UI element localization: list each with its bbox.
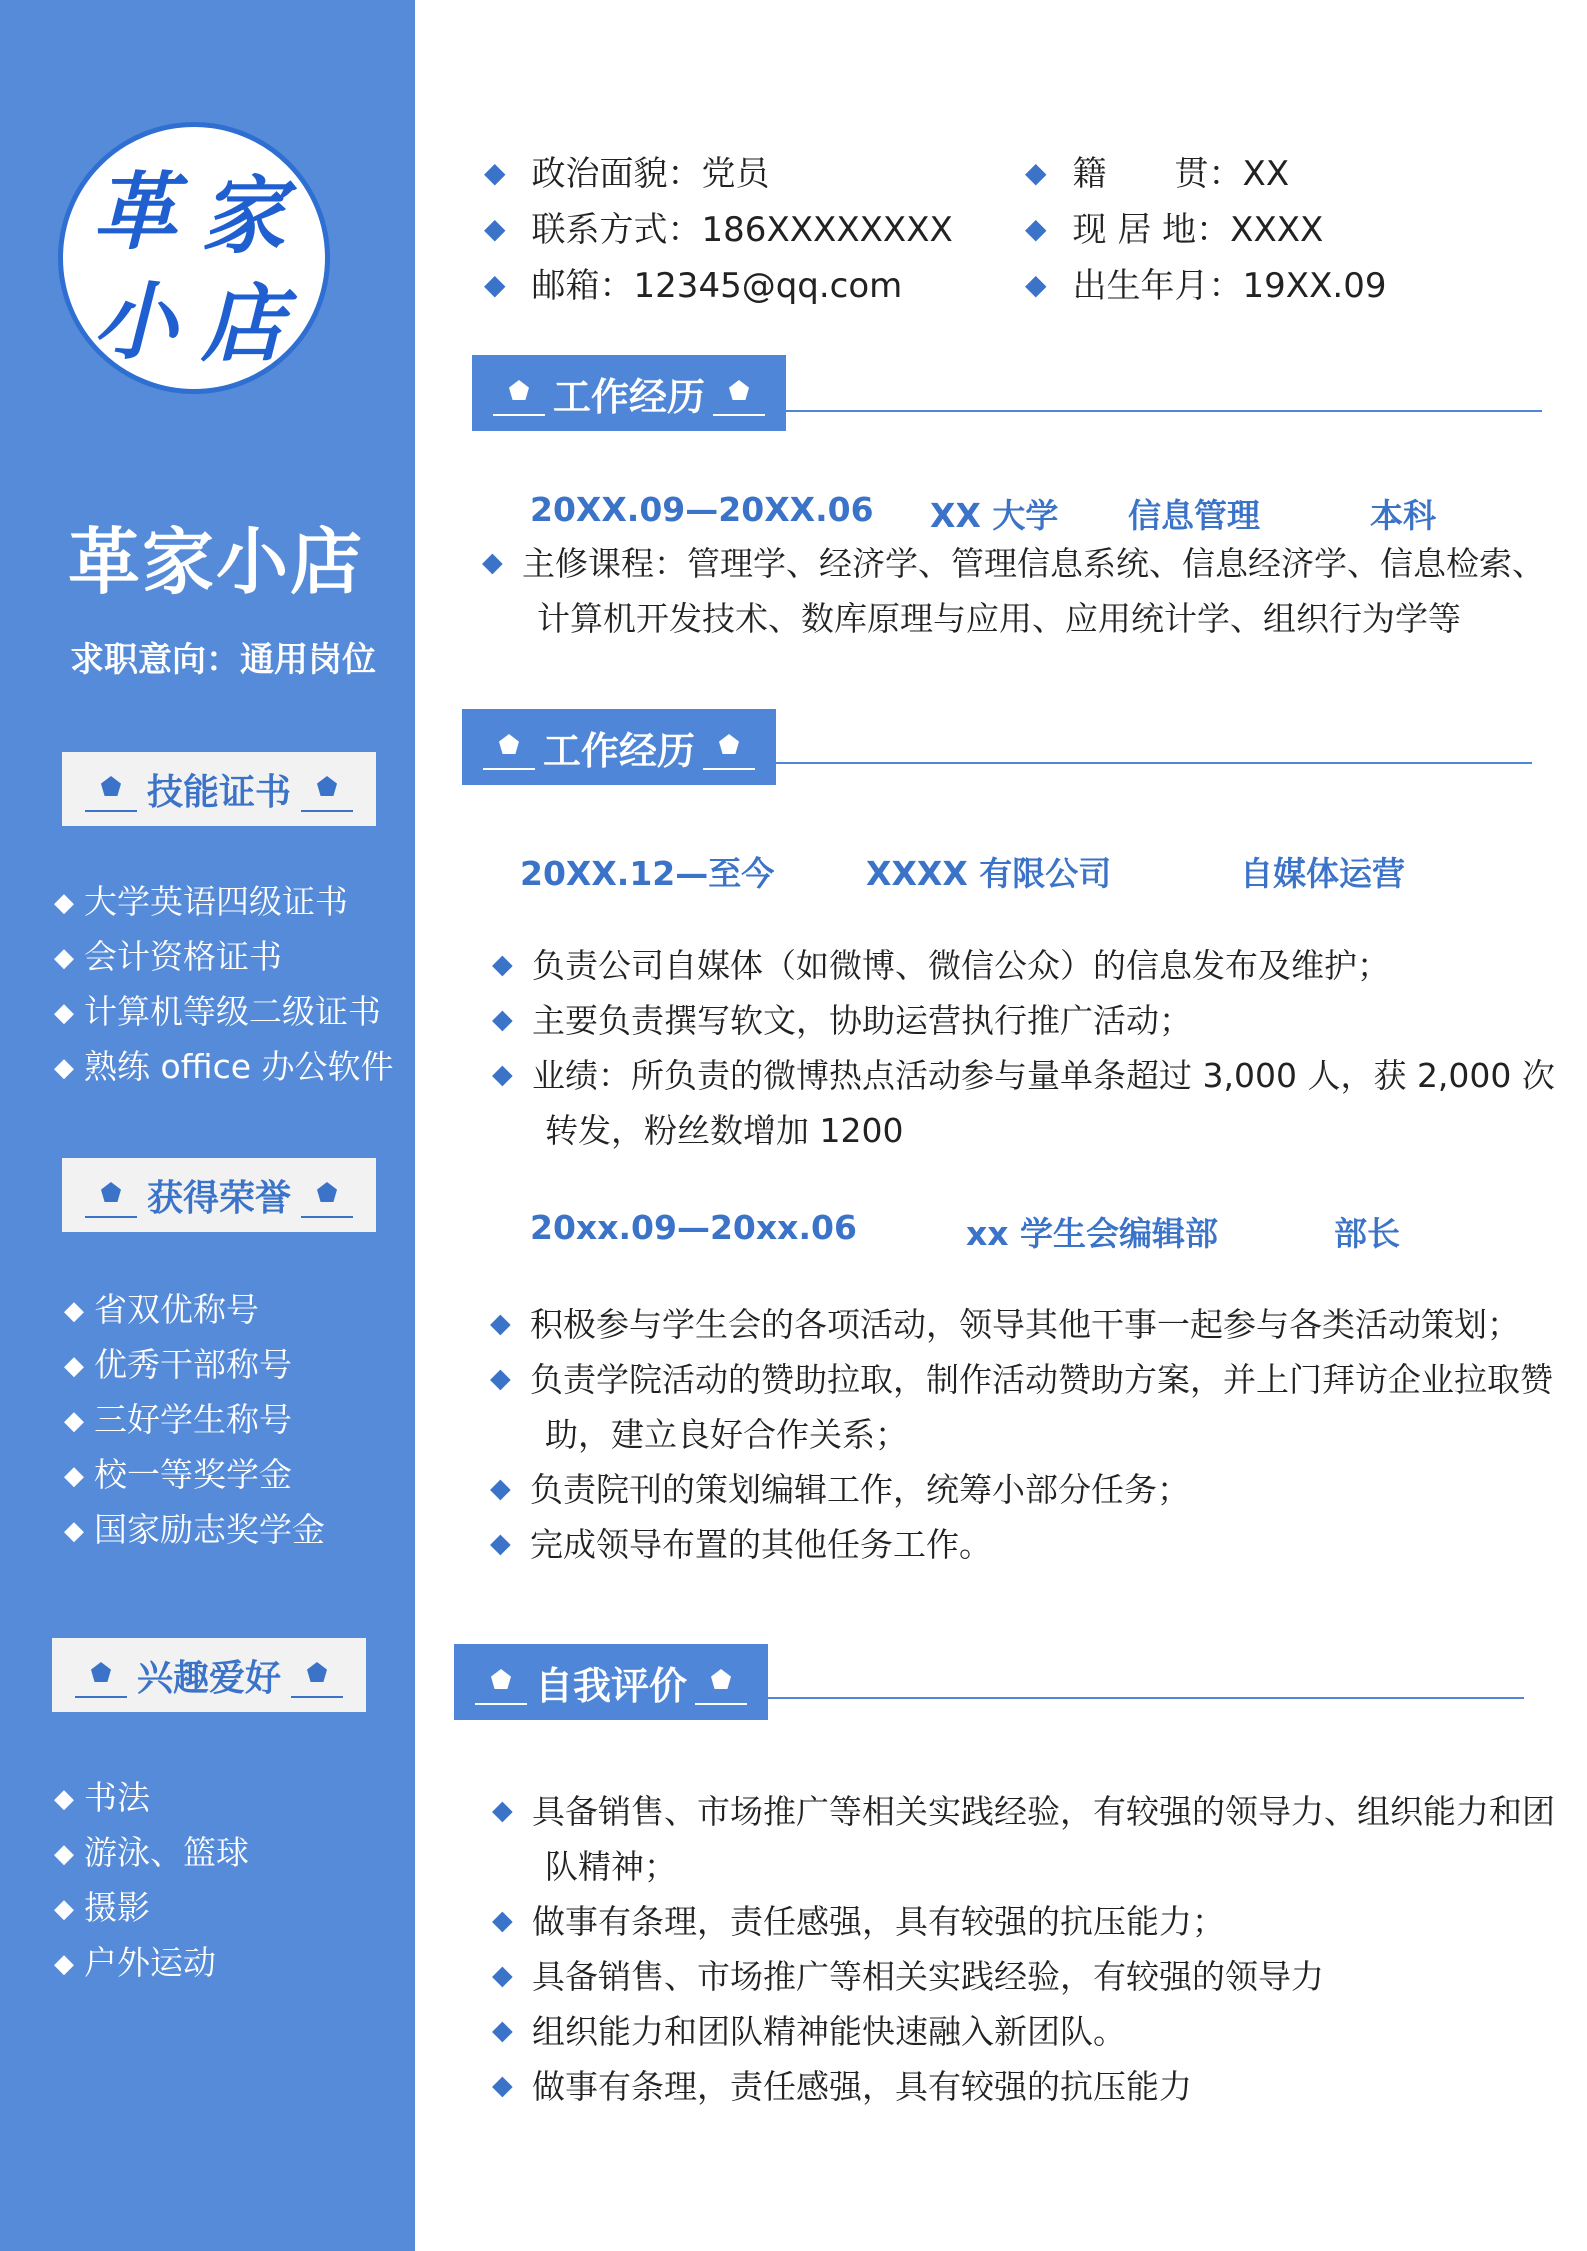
job1-period: 20XX.12—至今 xyxy=(520,854,775,893)
self-eval-item-cont: 队精神； xyxy=(545,1847,677,1886)
pentagon-icon xyxy=(97,776,125,802)
self-eval-title: 自我评价 xyxy=(534,1663,687,1708)
pentagon-icon xyxy=(495,734,523,760)
self-eval-item: ◆ 具备销售、市场推广等相关实践经验，有较强的领导力 xyxy=(492,1949,1324,2004)
info-birth: ◆ 出生年月：19XX.09 xyxy=(1025,258,1386,307)
honors-heading xyxy=(62,1158,376,1232)
sidebar xyxy=(0,0,415,2251)
hobbies-heading xyxy=(52,1638,366,1712)
list-item: ◆ 熟练 office 办公软件 xyxy=(54,1039,394,1094)
job1-duty: ◆ 负责公司自媒体（如微博、微信公众）的信息发布及维护； xyxy=(492,938,1390,993)
list-item: ◆ 计算机等级二级证书 xyxy=(54,984,394,1039)
hobbies-title: 兴趣爱好 xyxy=(136,1657,281,1699)
pentagon-icon xyxy=(487,1669,515,1695)
logo-char: 小 xyxy=(93,272,178,371)
pentagon-icon xyxy=(313,1182,341,1208)
hobbies-list xyxy=(54,1770,249,1990)
education-heading xyxy=(472,355,786,431)
pentagon-icon xyxy=(87,1662,115,1688)
job2-company: xx 学生会编辑部 xyxy=(966,1214,1219,1253)
logo-char: 店 xyxy=(201,274,286,373)
job1-role: 自媒体运营 xyxy=(1240,854,1405,893)
list-item: ◆ 优秀干部称号 xyxy=(64,1337,325,1392)
info-email: ◆ 邮箱：12345@qq.com xyxy=(484,258,902,307)
edu-degree: 本科 xyxy=(1370,496,1436,535)
logo-char: 革 xyxy=(93,162,178,261)
candidate-name: 革家小店 xyxy=(68,520,365,604)
job2-duty: ◆ 完成领导布置的其他任务工作。 xyxy=(490,1517,992,1572)
list-item: ◆ 游泳、篮球 xyxy=(54,1825,249,1880)
job2-duty: ◆ 积极参与学生会的各项活动，领导其他干事一起参与各类活动策划； xyxy=(490,1297,1520,1352)
section-divider xyxy=(768,1697,1524,1699)
job2-role: 部长 xyxy=(1334,1214,1400,1253)
list-item: ◆ 国家励志奖学金 xyxy=(64,1502,325,1557)
section-divider xyxy=(776,762,1532,764)
info-phone: ◆ 联系方式：186XXXXXXXX xyxy=(484,202,953,251)
work-title: 工作经历 xyxy=(542,728,695,773)
list-item: ◆ 摄影 xyxy=(54,1880,249,1935)
education-title: 工作经历 xyxy=(552,374,705,419)
edu-school: XX 大学 xyxy=(930,496,1059,535)
job1-duty-cont: 转发，粉丝数增加 1200 xyxy=(545,1111,904,1150)
job-intent: 求职意向：通用岗位 xyxy=(70,640,376,680)
job2-duty-cont: 助，建立良好合作关系； xyxy=(545,1415,908,1454)
job1-duty: ◆ 业绩：所负责的微博热点活动参与量单条超过 3,000 人，获 2,000 次 xyxy=(492,1048,1555,1103)
list-item: ◆ 三好学生称号 xyxy=(64,1392,325,1447)
list-item: ◆ 省双优称号 xyxy=(64,1282,325,1337)
job1-duty: ◆ 主要负责撰写软文，协助运营执行推广活动； xyxy=(492,993,1192,1048)
pentagon-icon xyxy=(725,380,753,406)
info-origin: ◆ 籍 贯：XX xyxy=(1025,146,1289,195)
edu-major: 信息管理 xyxy=(1128,496,1260,535)
pentagon-icon xyxy=(303,1662,331,1688)
pentagon-icon xyxy=(97,1182,125,1208)
info-politics: ◆ 政治面貌：党员 xyxy=(484,146,770,195)
logo-char: 家 xyxy=(201,166,286,265)
list-item: ◆ 校一等奖学金 xyxy=(64,1447,325,1502)
edu-period: 20XX.09—20XX.06 xyxy=(530,490,874,529)
pentagon-icon xyxy=(715,734,743,760)
section-divider xyxy=(786,410,1542,412)
work-heading xyxy=(462,709,776,785)
job2-period: 20xx.09—20xx.06 xyxy=(530,1208,857,1247)
self-eval-item: ◆ 做事有条理，责任感强，具有较强的抗压能力； xyxy=(492,1894,1225,1949)
pentagon-icon xyxy=(707,1669,735,1695)
self-eval-item: ◆ 组织能力和团队精神能快速融入新团队。 xyxy=(492,2004,1126,2059)
self-eval-item: ◆ 做事有条理，责任感强，具有较强的抗压能力 xyxy=(492,2059,1192,2114)
pentagon-icon xyxy=(505,380,533,406)
job2-duty: ◆ 负责院刊的策划编辑工作，统筹小部分任务； xyxy=(490,1462,1190,1517)
skills-list xyxy=(54,874,394,1094)
info-residence: ◆ 现 居 地：XXXX xyxy=(1025,202,1323,251)
edu-courses: ◆ 主修课程：管理学、经济学、管理信息系统、信息经济学、信息检索、 xyxy=(482,536,1545,591)
logo-seal xyxy=(58,122,330,394)
job2-duty: ◆ 负责学院活动的赞助拉取，制作活动赞助方案，并上门拜访企业拉取赞 xyxy=(490,1352,1553,1407)
list-item: ◆ 户外运动 xyxy=(54,1935,249,1990)
self-eval-item: ◆ 具备销售、市场推广等相关实践经验，有较强的领导力、组织能力和团 xyxy=(492,1784,1555,1839)
skills-heading xyxy=(62,752,376,826)
honors-list xyxy=(64,1282,325,1557)
edu-courses-cont: 计算机开发技术、数库原理与应用、应用统计学、组织行为学等 xyxy=(537,599,1461,638)
list-item: ◆ 书法 xyxy=(54,1770,249,1825)
pentagon-icon xyxy=(313,776,341,802)
self-eval-heading xyxy=(454,1644,768,1720)
list-item: ◆ 会计资格证书 xyxy=(54,929,394,984)
honors-title: 获得荣誉 xyxy=(146,1177,291,1219)
skills-title: 技能证书 xyxy=(146,771,291,813)
list-item: ◆ 大学英语四级证书 xyxy=(54,874,394,929)
job1-company: XXXX 有限公司 xyxy=(866,854,1112,893)
